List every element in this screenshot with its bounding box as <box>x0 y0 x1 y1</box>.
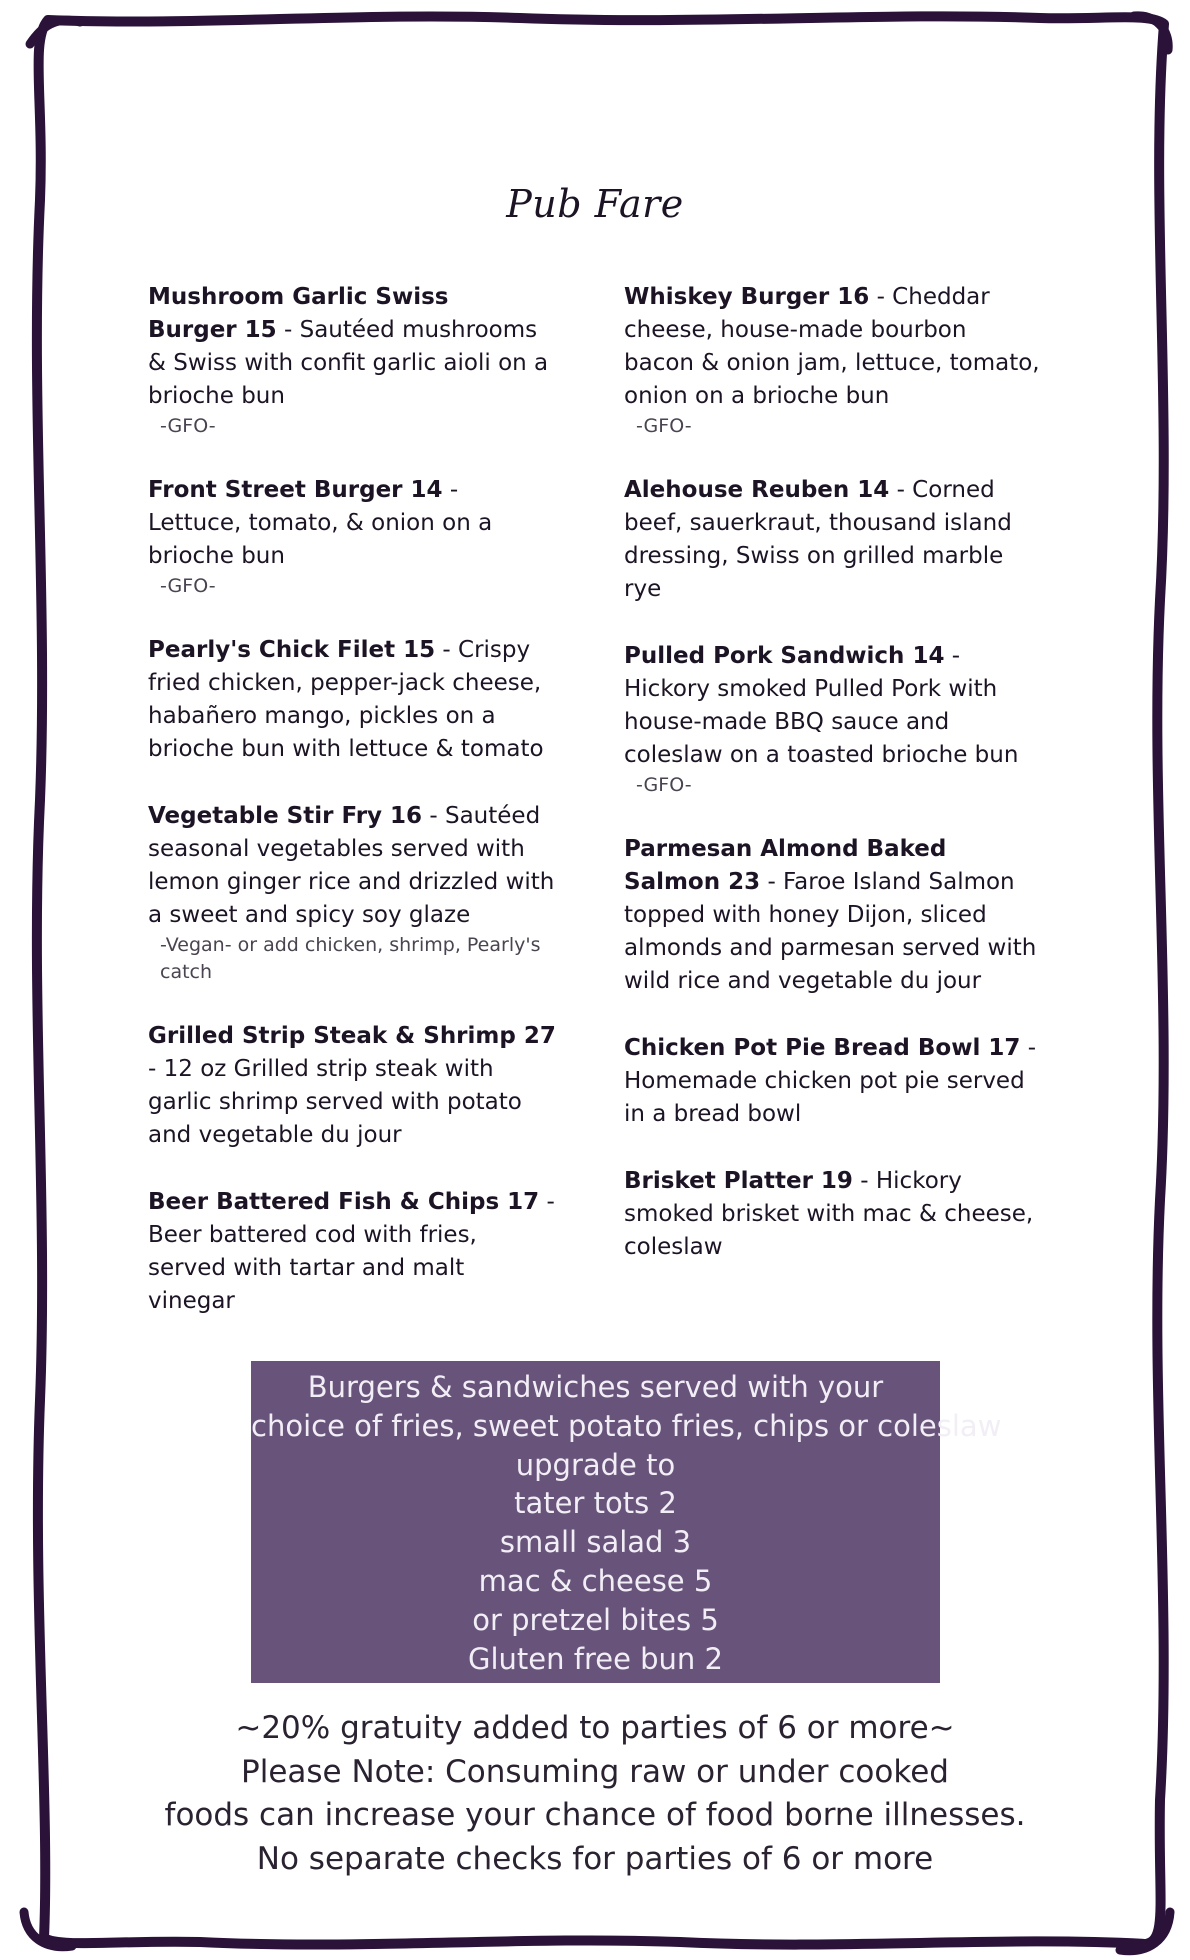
sides-line: mac & cheese 5 <box>478 1563 713 1598</box>
item-price: 14 <box>410 477 443 503</box>
item-name: Grilled Strip Steak & Shrimp <box>148 1023 516 1049</box>
item-price: 27 <box>523 1023 556 1049</box>
item-price: 15 <box>403 637 436 663</box>
item-price: 23 <box>728 869 761 895</box>
menu-item <box>148 1020 556 1152</box>
menu-item <box>148 1186 556 1318</box>
item-description: - Faroe Island Salmon topped with honey Dijon, sliced almonds and parmesan served with wild rice and vegetable du jour <box>624 869 1037 994</box>
sides-line: upgrade to <box>515 1447 676 1482</box>
food-safety-note: foods can increase your chance of food borne illnesses. <box>164 1797 1026 1833</box>
menu-item <box>148 634 556 766</box>
item-price: 19 <box>820 1168 853 1194</box>
item-description: - Cheddar cheese, house-made bourbon bacon & onion jam, lettuce, tomato, onion on a brioche bun <box>624 284 1040 409</box>
item-price: 15 <box>244 317 277 343</box>
item-name: Parmesan Almond Baked Salmon <box>624 836 947 895</box>
item-description: - Hickory smoked Pulled Pork with house-made BBQ sauce and coleslaw on a toasted brioche bun <box>624 643 1019 768</box>
sides-line: tater tots 2 <box>514 1486 677 1521</box>
item-price: 17 <box>988 1035 1021 1061</box>
item-price: 17 <box>507 1189 540 1215</box>
item-name: Mushroom Garlic Swiss Burger <box>148 284 449 343</box>
menu-title: Pub Fare <box>506 182 684 226</box>
menu-item <box>624 1032 1042 1131</box>
item-name: Brisket Platter <box>624 1168 813 1194</box>
menu-item <box>148 474 556 600</box>
item-name: Chicken Pot Pie Bread Bowl <box>624 1035 981 1061</box>
item-note: -GFO- <box>636 774 692 796</box>
item-note: -GFO- <box>160 415 216 437</box>
footer-notes <box>0 1707 1190 1881</box>
item-name: Whiskey Burger <box>624 284 830 310</box>
menu-item <box>624 1165 1042 1264</box>
item-price: 16 <box>390 803 423 829</box>
item-name: Pulled Pork Sandwich <box>624 643 905 669</box>
sides-line: Burgers & sandwiches served with your <box>307 1370 884 1404</box>
item-note: -GFO- <box>160 575 216 597</box>
item-note: -GFO- <box>636 415 692 437</box>
item-name: Alehouse Reuben <box>624 477 850 503</box>
sides-line: small salad 3 <box>499 1525 692 1560</box>
menu-item <box>148 800 556 986</box>
menu-item <box>624 640 1042 799</box>
menu-column-right <box>624 281 1042 1298</box>
item-description: - Lettuce, tomato, & onion on a brioche bun <box>148 477 493 569</box>
item-description: - Sautéed seasonal vegetables served with lemon ginger rice and drizzled with a sweet and spicy soy glaze <box>148 803 555 928</box>
menu-item <box>624 474 1042 606</box>
gratuity-note: ~20% gratuity added to parties of 6 or more~ <box>235 1710 955 1746</box>
menu-item <box>148 281 556 440</box>
item-description: - Hickory smoked brisket with mac & cheese, coleslaw <box>624 1168 1034 1260</box>
menu-item <box>624 281 1042 440</box>
sides-line: Gluten free bun 2 <box>468 1641 723 1676</box>
item-description: - Crispy fried chicken, pepper-jack cheese, habañero mango, pickles on a brioche bun with lettuce & tomato <box>148 637 544 762</box>
menu-item <box>624 833 1042 998</box>
item-note: -Vegan- or add chicken, shrimp, Pearly's catch <box>160 934 541 983</box>
menu-column-left <box>148 281 556 1352</box>
item-name: Pearly's Chick Filet <box>148 637 396 663</box>
item-description: - Beer battered cod with fries, served with tartar and malt vinegar <box>148 1189 555 1314</box>
sides-info-panel <box>251 1361 1002 1683</box>
food-safety-note: Please Note: Consuming raw or under cooked <box>241 1753 949 1790</box>
item-description: - 12 oz Grilled strip steak with garlic shrimp served with potato and vegetable du jour <box>148 1056 522 1148</box>
item-price: 16 <box>837 284 870 310</box>
item-name: Vegetable Stir Fry <box>148 803 383 829</box>
item-price: 14 <box>912 643 945 669</box>
sides-line: choice of fries, sweet potato fries, chips or coleslaw <box>251 1408 1002 1443</box>
item-name: Front Street Burger <box>148 477 403 503</box>
item-description: - Corned beef, sauerkraut, thousand island dressing, Swiss on grilled marble rye <box>624 477 1012 602</box>
item-price: 14 <box>857 477 890 503</box>
sides-line: or pretzel bites 5 <box>472 1602 719 1637</box>
item-description: - Sautéed mushrooms & Swiss with confit garlic aioli on a brioche bun <box>148 317 549 409</box>
item-name: Beer Battered Fish & Chips <box>148 1189 500 1215</box>
checks-note: No separate checks for parties of 6 or more <box>256 1840 934 1877</box>
item-description: - Homemade chicken pot pie served in a bread bowl <box>624 1035 1037 1127</box>
